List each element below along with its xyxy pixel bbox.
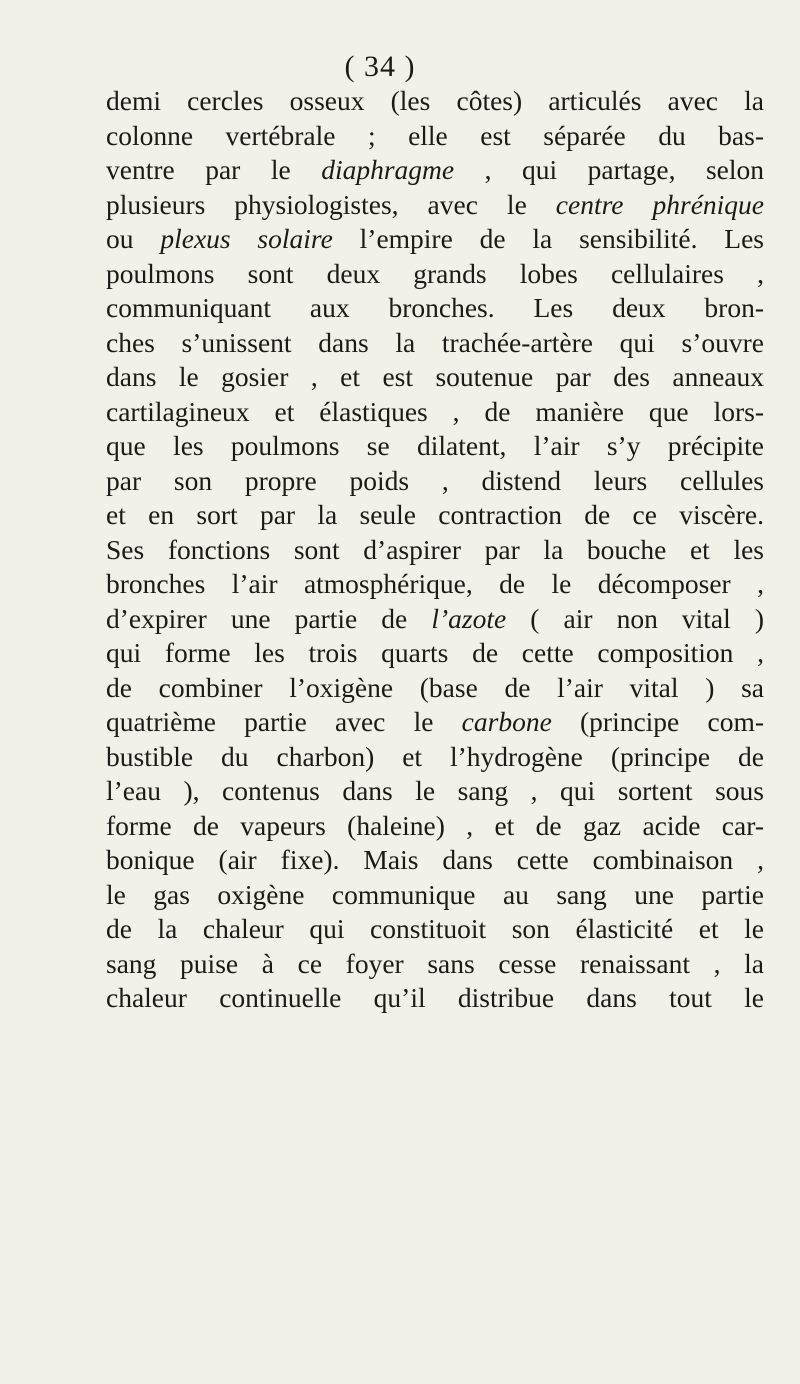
text-segment: que les poulmons se dilatent, l’air s’y précipite <box>106 430 764 461</box>
text-line <box>106 878 764 913</box>
italic-term: l’azote <box>431 602 507 634</box>
text-line <box>106 843 764 878</box>
text-line <box>106 153 764 188</box>
body-text <box>106 84 764 1016</box>
text-line <box>106 740 764 775</box>
italic-term: plexus solaire <box>160 223 333 254</box>
text-line <box>106 774 764 809</box>
text-segment: Ses fonctions sont d’aspirer par la bouche et les <box>106 533 764 565</box>
text-segment: dans le gosier , et est soutenue par des anneaux <box>106 361 764 392</box>
text-line <box>106 291 764 326</box>
text-line <box>106 360 764 395</box>
text-line <box>106 84 764 119</box>
text-segment: cartilagineux et élastiques , de manière que lors- <box>106 395 764 427</box>
text-line <box>106 395 764 430</box>
text-segment: ou <box>106 223 161 254</box>
page-number: ( 34 ) <box>344 50 416 83</box>
text-line <box>106 498 764 533</box>
text-segment: chaleur continuelle qu’il distribue dans tout le <box>106 982 764 1013</box>
text-segment: , qui partage, selon <box>454 154 765 185</box>
text-line <box>106 671 764 706</box>
text-line <box>106 188 764 223</box>
text-line <box>106 119 764 154</box>
text-segment: bonique (air fixe). Mais dans cette combinaison , <box>106 844 764 875</box>
text-segment: colonne vertébrale ; elle est séparée du bas- <box>106 119 764 151</box>
text-segment: de la chaleur qui constituoit son élasticité et le <box>106 913 764 944</box>
text-line <box>106 429 764 464</box>
text-line <box>106 222 764 257</box>
text-line <box>106 602 764 637</box>
text-segment: plusieurs physiologistes, avec le <box>106 188 556 220</box>
text-segment: ches s’unissent dans la trachée-artère qui s’ouvre <box>106 326 764 358</box>
text-segment: poulmons sont deux grands lobes cellulaires , <box>106 257 764 289</box>
text-line <box>106 533 764 568</box>
text-segment: bronches l’air atmosphérique, de le décomposer , <box>106 568 764 599</box>
text-line <box>106 947 764 982</box>
text-line <box>106 809 764 844</box>
text-segment: communiquant aux bronches. Les deux bron- <box>106 292 764 323</box>
text-segment: ventre par le <box>106 154 322 185</box>
text-segment: forme de vapeurs (haleine) , et de gaz acide car- <box>106 809 764 841</box>
text-line <box>106 326 764 361</box>
text-segment: bustible du charbon) et l’hydrogène (principe de <box>106 740 764 772</box>
text-segment: qui forme les trois quarts de cette composition , <box>106 637 764 668</box>
text-segment: le gas oxigène communique au sang une partie <box>106 878 764 910</box>
text-segment: (principe com- <box>551 706 764 737</box>
text-segment: et en sort par la seule contraction de ce viscère. <box>106 499 764 530</box>
text-line <box>106 464 764 499</box>
italic-term: diaphragme <box>321 154 455 185</box>
text-segment: demi cercles osseux (les côtes) articulés avec la <box>106 85 764 116</box>
text-line <box>106 567 764 602</box>
text-line <box>106 981 764 1016</box>
text-segment: par son propre poids , distend leurs cellules <box>106 464 764 496</box>
text-segment: sang puise à ce foyer sans cesse renaissant , la <box>106 947 764 979</box>
text-line <box>106 257 764 292</box>
italic-term: centre phrénique <box>555 188 764 220</box>
text-segment: l’eau ), contenus dans le sang , qui sortent sous <box>106 775 764 806</box>
text-line <box>106 636 764 671</box>
text-segment: d’expirer une partie de <box>106 602 432 634</box>
text-line <box>106 705 764 740</box>
italic-term: carbone <box>461 706 552 737</box>
text-segment: quatrième partie avec le <box>106 706 462 737</box>
text-segment: de combiner l’oxigène (base de l’air vital ) sa <box>106 671 764 703</box>
text-line <box>106 912 764 947</box>
text-segment: l’empire de la sensibilité. Les <box>332 223 765 254</box>
text-segment: ( air non vital ) <box>506 602 764 634</box>
